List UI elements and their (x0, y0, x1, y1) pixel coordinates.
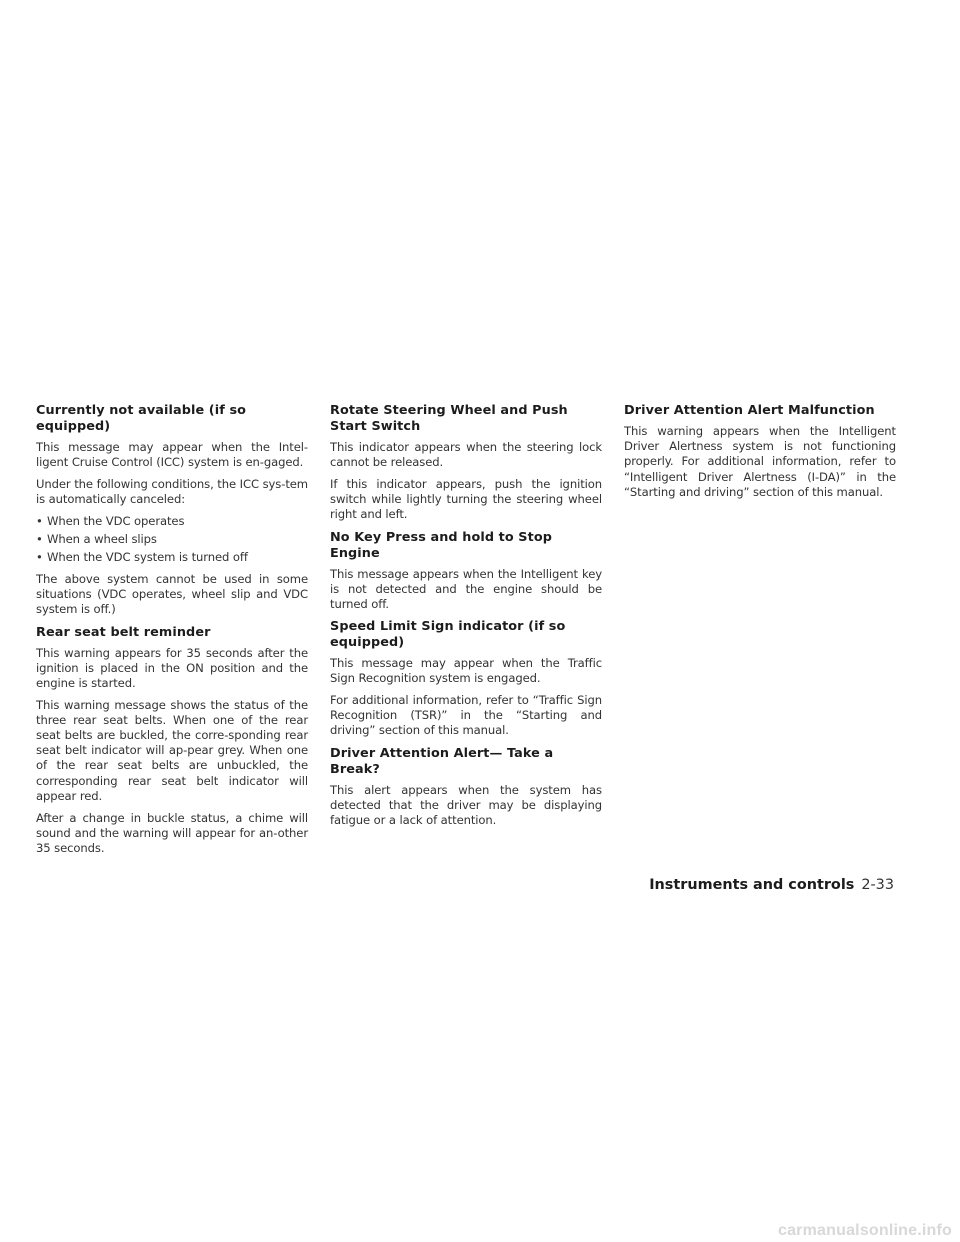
text-column-left (36, 403, 308, 863)
list-item: • When the VDC system is turned off (36, 550, 248, 565)
list-item: • When the VDC operates (36, 513, 185, 528)
paragraph: The above system cannot be used in some situations (VDC operates, wheel slip and VDC system is off.) (36, 571, 308, 617)
paragraph: Under the following conditions, the ICC sys-tem is automatically canceled: (36, 476, 308, 507)
paragraph: This message may appear when the Intel-ligent Cruise Control (ICC) system is en-gaged. (36, 440, 308, 470)
heading-no-key: No Key Press and hold to Stop Engine (330, 529, 552, 561)
paragraph: This alert appears when the system has detected that the driver may be displaying fatigue or a lack of attention. (330, 782, 602, 828)
page-footer (649, 876, 894, 894)
paragraph: This indicator appears when the steering lock cannot be released. (330, 440, 602, 470)
footer-section-title: Instruments and controls (649, 877, 855, 893)
heading-speed-limit-sign: Speed Limit Sign indicator (if so equipped) (330, 619, 566, 651)
condition-list (36, 514, 308, 566)
heading-driver-attention-malfunction: Driver Attention Alert Malfunction (624, 403, 875, 418)
watermark: carmanualsonline.info (777, 1222, 952, 1239)
paragraph: After a change in buckle status, a chime will sound and the warning will appear for an-other 35 seconds. (36, 810, 308, 855)
paragraph: This warning appears for 35 seconds after the ignition is placed in the ON position and the engine is started. (36, 645, 308, 690)
heading-driver-attention-alert: Driver Attention Alert— Take a Break? (330, 745, 554, 777)
paragraph: If this indicator appears, push the ignition switch while lightly turning the steering wheel right and left. (330, 476, 602, 522)
bullet-icon: • (36, 513, 43, 528)
text-column-middle (330, 403, 602, 835)
paragraph: For additional information, refer to “Traffic Sign Recognition (TSR)” in the “Starting and driving” section of this manual. (330, 693, 602, 738)
paragraph: This message appears when the Intelligent key is not detected and the engine should be turned off. (330, 566, 602, 611)
list-item: • When a wheel slips (36, 532, 157, 547)
text-column-right (624, 403, 896, 507)
heading-rear-seat-belt-reminder: Rear seat belt reminder (36, 624, 211, 640)
paragraph: This warning message shows the status of the three rear seat belts. When one of the rear seat belts are buckled, the corre-sponding rear seat belt indicator will ap-pear grey. When one of the rear seat belts are unbuckled, the corresponding rear seat belt indicator will appear red. (36, 697, 308, 803)
paragraph: This warning appears when the Intelligent Driver Alertness system is not functioning properly. For additional information, refer to “Intelligent Driver Alertness (I-DA)” in the “Starting and driving” section of this manual. (624, 424, 896, 499)
page-number: 2-33 (861, 877, 894, 893)
heading-currently-not-available: Currently not available (if so equipped) (36, 403, 247, 434)
bullet-icon: • (36, 532, 43, 547)
paragraph: This message may appear when the Traffic Sign Recognition system is engaged. (330, 656, 602, 686)
bullet-icon: • (36, 550, 43, 565)
heading-rotate-steering-wheel: Rotate Steering Wheel and Push Start Switch (330, 403, 568, 434)
